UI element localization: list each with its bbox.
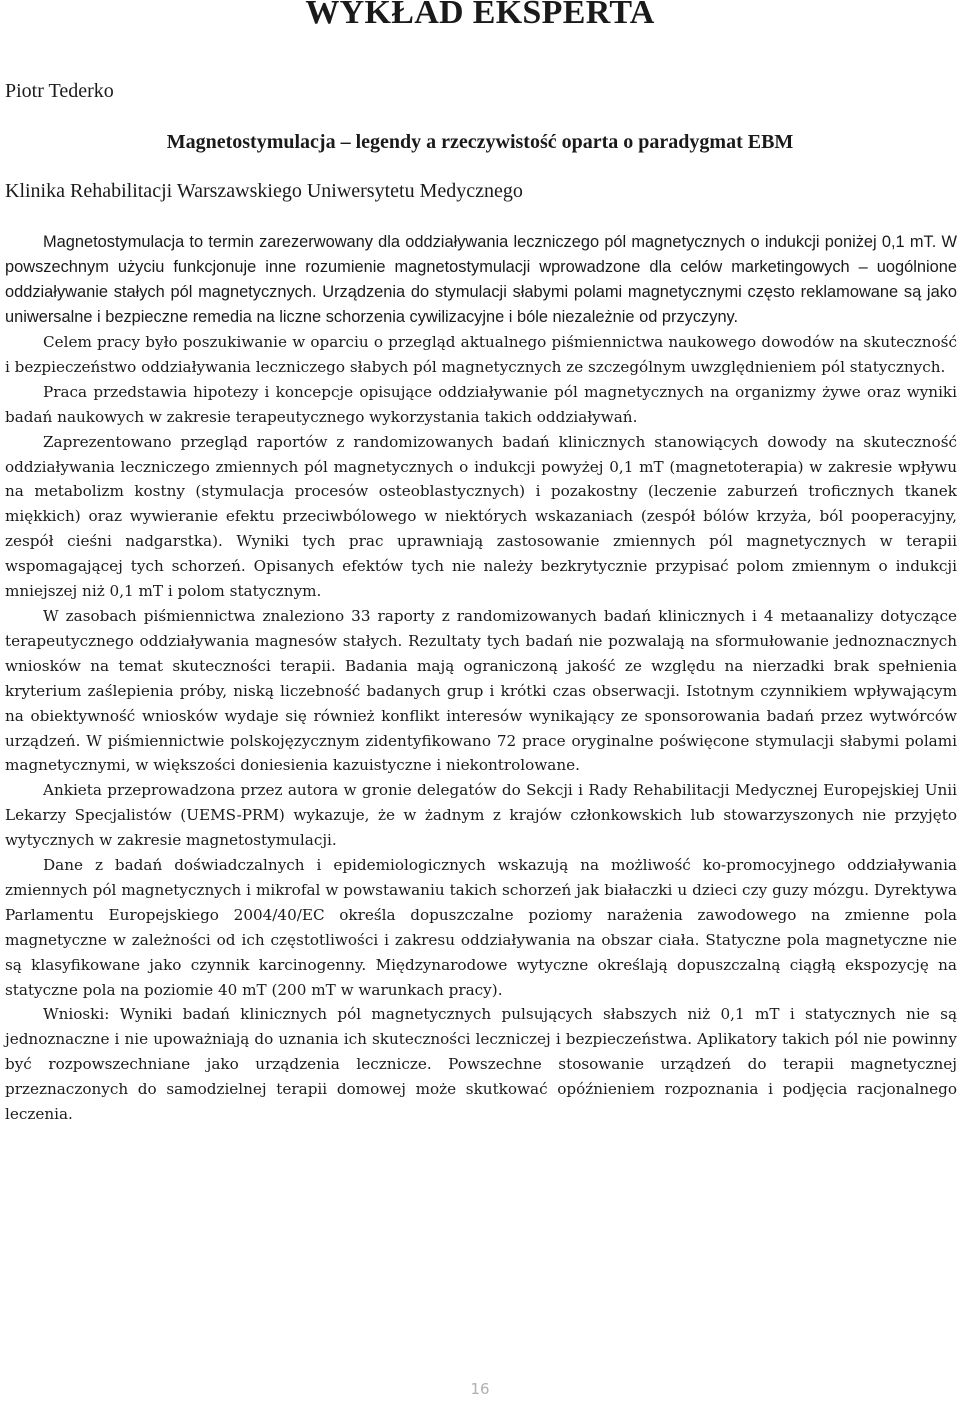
section-header-title: WYKŁAD EKSPERTA [305, 0, 655, 31]
body-paragraph-hypotheses: Praca przedstawia hipotezy i koncepcje opisujące oddziaływanie pól magnetycznych na organizmy żywe oraz wyniki badań naukowych w zakresie terapeutycznego wykorzystania takich oddziaływań. [5, 382, 957, 426]
article-body [5, 230, 957, 1127]
body-paragraph-review: Zaprezentowano przegląd raportów z randomizowanych badań klinicznych stanowiących dowody na skuteczność oddziaływania leczniczego zmiennych pól magnetycznych o indukcji powyżej 0,1 mT (magnetoterapia) w zakresie wpływu na metabolizm kostny (stymulacja procesów osteoblastycznych) i pozakostny (leczenie zaburzeń troficznych tkanek miękkich) oraz wywieranie efektu przeciwbólowego w niektórych wskazaniach (zespół bólów krzyża, ból pooperacyjny, zespół cieśni nadgarstka). Wyniki tych prac uprawniają zastosowanie zmiennych pól magnetycznych w terapii wspomagającej tych schorzeń. Opisanych efektów tych nie należy bezkrytycznie przypisać polom zmiennym o indukcji mniejszej niż 0,1 mT i polom statycznym. [5, 432, 957, 601]
body-paragraph-survey: Ankieta przeprowadzona przez autora w gronie delegatów do Sekcji i Rady Rehabilitacji Medycznej Europejskiej Unii Lekarzy Specjalistów (UEMS-PRM) wykazuje, że w żadnym z krajów członkowskich lub stowarzyszonych nie przyjęto wytycznych w zakresie magnetostymulacji. [5, 781, 957, 850]
body-paragraph-literature: W zasobach piśmiennictwa znaleziono 33 raporty z randomizowanych badań klinicznych i 4 metaanalizy dotyczące terapeutycznego oddziaływania magnesów stałych. Rezultaty tych badań nie pozwalają na sformułowanie jednoznacznych wniosków na temat skuteczności terapii. Badania mają ograniczoną jakość ze względu na nierzadki brak spełnienia kryterium zaślepienia próby, niską liczebność badanych grup i krótki czas obserwacji. Istotnym czynnikiem wpływającym na obiektywność wniosków wydaje się również konflikt interesów wynikający ze sponsorowania badań przez wytwórców urządzeń. W piśmiennictwie polskojęzycznym zidentyfikowano 72 prace oryginalne poświęcone stymulacji słabymi polami magnetycznymi, w większości doniesienia kazuistyczne i niekontrolowane. [5, 606, 957, 775]
author-name: Piotr Tederko [5, 80, 114, 102]
body-paragraph-conclusions: Wnioski: Wyniki badań klinicznych pól magnetycznych pulsujących słabszych niż 0,1 mT i statycznych nie są jednoznaczne i nie upoważniają do uznania ich skuteczności leczniczej i bezpieczeństwa. Aplikatory takich pól nie powinny być rozpowszechniane jako urządzenia lecznicze. Powszechne stosowanie urządzeń do terapii magnetycznej przeznaczonych do samodzielnej terapii domowej może skutkować opóźnieniem rozpoznania i podjęcia racjonalnego leczenia. [5, 1005, 957, 1124]
page-number: 16 [470, 1380, 490, 1398]
body-paragraph-aim: Celem pracy było poszukiwanie w oparciu o przegląd aktualnego piśmiennictwa naukowego dowodów na skuteczność i bezpieczeństwo oddziaływania leczniczego słabych pól magnetycznych ze szczególnym uwzględnieniem pól statycznych. [5, 333, 957, 376]
article-title: Magnetostymulacja – legendy a rzeczywistość oparta o paradygmat EBM [166, 131, 794, 153]
author-affiliation: Klinika Rehabilitacji Warszawskiego Uniwersytetu Medycznego [5, 180, 523, 202]
body-paragraph-safety: Dane z badań doświadczalnych i epidemiologicznych wskazują na możliwość ko-promocyjnego oddziaływania zmiennych pól magnetycznych i mikrofal w powstawaniu takich schorzeń jak białaczki u dzieci czy guzy mózgu. Dyrektywa Parlamentu Europejskiego 2004/40/EC określa dopuszczalne poziomy narażenia zawodowego na zmienne pola magnetyczne w zależności od ich częstotliwości i zakresu oddziaływania na obszar ciała. Statyczne pola magnetyczne nie są klasyfikowane jako czynnik karcinogenny. Międzynarodowe wytyczne określają dopuszczalną ciągłą ekspozycję na statyczne pola na poziomie 40 mT (200 mT w warunkach pracy). [5, 856, 957, 999]
body-paragraph-intro: Magnetostymulacja to termin zarezerwowany dla oddziaływania leczniczego pól magnetycznych o indukcji poniżej 0,1 mT. W powszechnym użyciu funkcjonuje inne rozumienie magnetostymulacji wprowadzone dla celów marketingowych – uogólnione oddziaływanie stałych pól magnetycznych. Urządzenia do stymulacji słabymi polami magnetycznymi często reklamowane są jako uniwersalne i bezpieczne remedia na liczne schorzenia cywilizacyjne i bóle niezależnie od przyczyny. [5, 233, 957, 326]
